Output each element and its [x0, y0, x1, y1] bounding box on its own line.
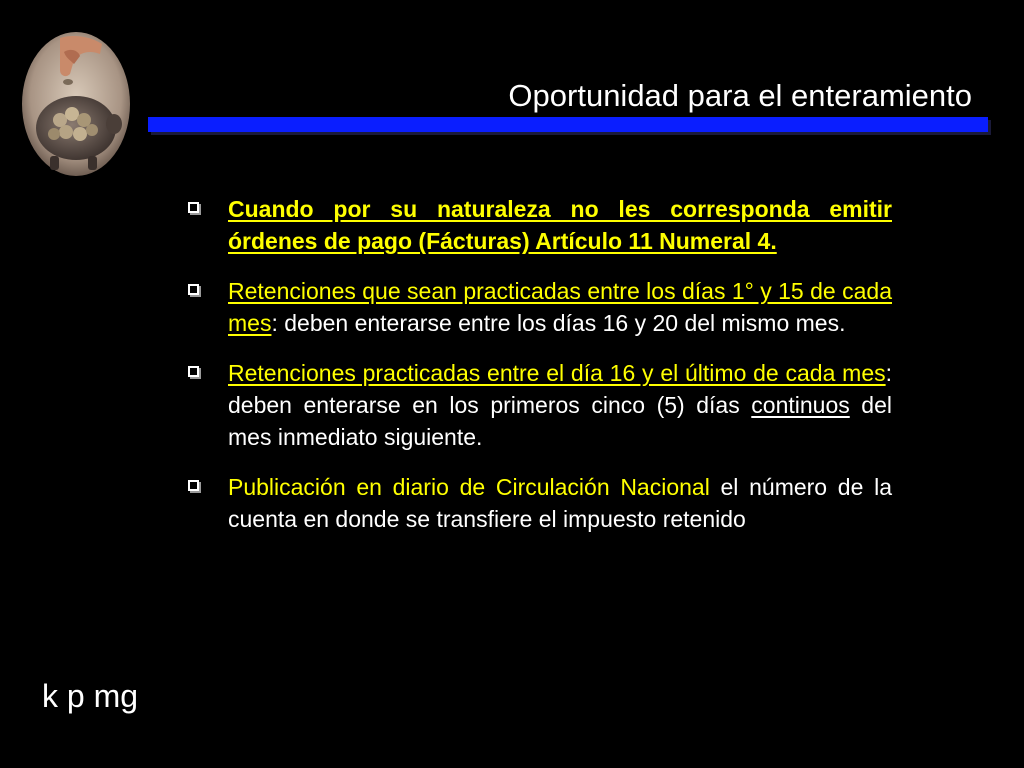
bullet-highlight: Retenciones que sean practicadas entre los días 1° y 15 de cada mes — [228, 278, 892, 336]
bullet-text: el número de la cuenta en donde se transfiere el impuesto retenido — [228, 474, 892, 532]
page-title: Oportunidad para el enteramiento — [508, 78, 972, 113]
bullet-text: : deben enterarse entre los días 16 y 20 del mismo mes. — [271, 310, 846, 336]
title-underline-bar — [148, 117, 988, 132]
bullet-item — [186, 193, 892, 257]
bullet-highlight: Retenciones practicadas entre el día 16 y el último de cada mes — [228, 360, 886, 386]
checkbox-bullet-icon — [188, 202, 199, 213]
bullet-highlight: Publicación en diario de Circulación Nacional — [228, 474, 710, 500]
bullet-item — [186, 471, 892, 535]
bullet-text: Cuando por su naturaleza no les corresponda emitir órdenes de pago (Fácturas) Artículo 11 Numeral 4. — [228, 196, 892, 254]
checkbox-bullet-icon — [188, 366, 199, 377]
bullet-list — [186, 193, 892, 553]
bullet-text: del mes inmediato siguiente. — [228, 392, 892, 450]
bullet-underlined-word: continuos — [751, 392, 850, 418]
checkbox-bullet-icon — [188, 480, 199, 491]
footer-brand: k p mg — [42, 678, 139, 714]
checkbox-bullet-icon — [188, 284, 199, 295]
bullet-item — [186, 357, 892, 453]
bullet-item — [186, 275, 892, 339]
bullet-text: : deben enterarse en los primeros cinco (5) días — [228, 360, 892, 418]
piggy-bank-coin-icon — [20, 30, 132, 178]
